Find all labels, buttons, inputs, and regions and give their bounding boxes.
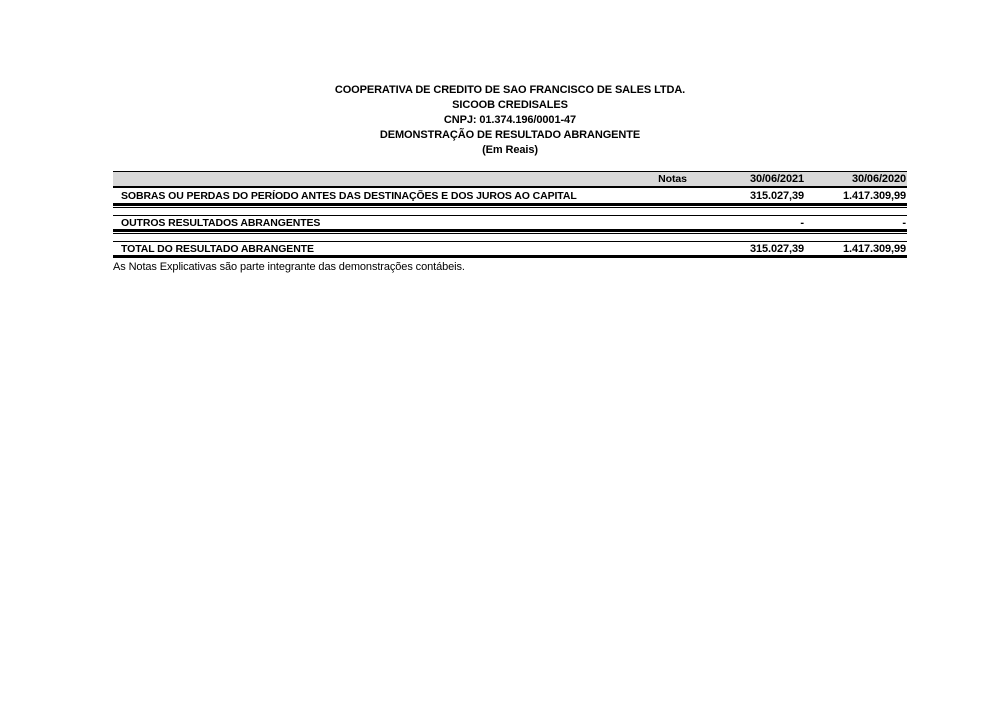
- column-header-period-2021: 30/06/2021: [749, 173, 804, 185]
- comprehensive-income-table: [113, 171, 907, 273]
- cell-value-2021: 315.027,39: [749, 189, 804, 202]
- cnpj-line: CNPJ: 01.374.196/0001-47: [443, 114, 577, 126]
- column-header-notas: Notas: [658, 173, 687, 185]
- table-row: [113, 188, 907, 206]
- row-label: OUTROS RESULTADOS ABRANGENTES: [121, 216, 321, 229]
- row-spacer: [113, 208, 907, 215]
- statement-title: DEMONSTRAÇÃO DE RESULTADO ABRANGENTE: [379, 129, 641, 141]
- row-spacer: [113, 234, 907, 241]
- column-header-period-2020: 30/06/2020: [851, 173, 906, 185]
- cell-value-2021: 315.027,39: [749, 242, 804, 255]
- cell-value-2020: 1.417.309,99: [842, 242, 906, 255]
- table-row-total: [113, 241, 907, 258]
- row-label: TOTAL DO RESULTADO ABRANGENTE: [121, 242, 314, 255]
- cell-value-2020: -: [902, 216, 906, 229]
- currency-note: (Em Reais): [482, 144, 538, 156]
- table-header-row: [113, 171, 907, 188]
- explanatory-notes-footnote: As Notas Explicativas são parte integrante das demonstrações contábeis.: [113, 261, 465, 273]
- table-row: [113, 215, 907, 232]
- cell-value-2020: 1.417.309,99: [842, 189, 906, 202]
- brand-name: SICOOB CREDISALES: [452, 99, 568, 111]
- company-name: COOPERATIVA DE CREDITO DE SAO FRANCISCO DE SALES LTDA.: [334, 84, 686, 96]
- cell-value-2021: -: [800, 216, 804, 229]
- row-label: SOBRAS OU PERDAS DO PERÍODO ANTES DAS DESTINAÇÕES E DOS JUROS AO CAPITAL: [121, 189, 577, 202]
- document-header: [103, 83, 917, 158]
